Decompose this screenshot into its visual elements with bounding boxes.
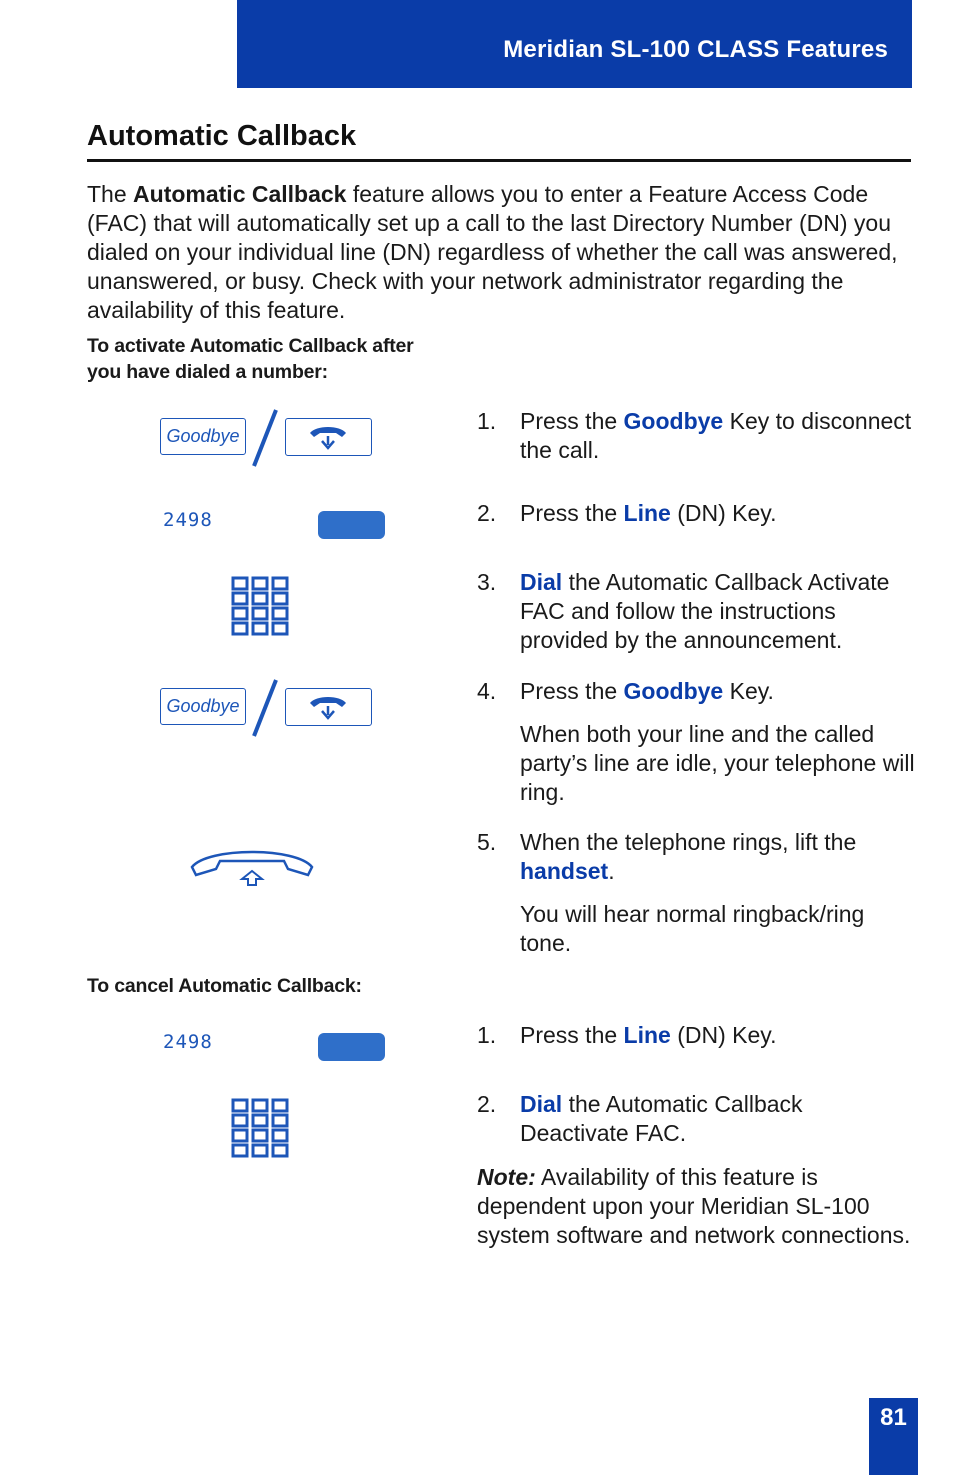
- title-divider: [87, 159, 911, 162]
- step-text: Press the: [520, 408, 624, 434]
- slash-icon-2: [250, 678, 280, 738]
- cancel-step-1: [477, 1021, 917, 1050]
- goodbye-key-label: Goodbye: [166, 426, 240, 446]
- goodbye-key-icon-2: [160, 688, 246, 725]
- step-text: Press the: [520, 678, 624, 704]
- activate-heading-line2: you have dialed a number:: [87, 361, 328, 383]
- line-number-label-2: 2498: [163, 1031, 213, 1053]
- step-key-name: Line: [623, 1022, 671, 1048]
- note-text: Availability of this feature is dependent upon your Meridian SL-100 system software and network connections.: [477, 1164, 911, 1248]
- activate-step-5: [477, 828, 917, 958]
- step-key-name: Dial: [520, 569, 563, 595]
- step-number: 1.: [477, 408, 497, 434]
- activate-step-4: [477, 677, 917, 807]
- step-subtext: When both your line and the called party’s line are idle, your telephone will ring.: [520, 721, 915, 805]
- step-text: Key.: [723, 678, 774, 704]
- step-key-name: Goodbye: [623, 678, 724, 704]
- step-text: (DN) Key.: [670, 1022, 777, 1048]
- activate-step-1: [477, 407, 917, 465]
- page-title: Automatic Callback: [87, 120, 357, 152]
- step-text: .: [608, 858, 615, 884]
- step-text: Key to disconnect the call.: [520, 408, 912, 463]
- step-subtext: You will hear normal ringback/ring tone.: [520, 901, 865, 956]
- release-key-icon: [285, 418, 372, 456]
- cancel-step-2: [477, 1090, 917, 1148]
- step-number: 2.: [477, 500, 497, 526]
- cancel-heading: To cancel Automatic Callback:: [87, 975, 362, 997]
- intro-feature-name: Automatic Callback: [133, 181, 347, 207]
- handset-down-icon: [286, 419, 370, 454]
- activate-heading: [87, 333, 414, 385]
- intro-text: feature allows you to enter a Feature Access Code (FAC) that will automatically set up a call to the last Directory Number (DN) you dialed on your individual line (DN) regardless of whether the call was answered, unanswered, or busy. Check with your network administrator regarding the availability of this feature.: [87, 181, 898, 323]
- handset-lift-icon: [188, 845, 316, 887]
- step-number: 2.: [477, 1091, 497, 1117]
- step-text: (DN) Key.: [670, 500, 777, 526]
- page-number: 81: [880, 1404, 907, 1431]
- note-label: Note:: [477, 1164, 536, 1190]
- goodbye-key-label-2: Goodbye: [166, 696, 240, 716]
- activate-step-3: [477, 568, 917, 655]
- step-key-name: Goodbye: [623, 408, 724, 434]
- intro-prefix: The: [87, 181, 134, 207]
- keypad-icon-2: [231, 1098, 291, 1160]
- step-number: 5.: [477, 829, 497, 855]
- header-band: [237, 0, 912, 88]
- step-text: Press the: [520, 1022, 624, 1048]
- goodbye-key-icon: [160, 418, 246, 455]
- release-key-icon-2: [285, 688, 372, 726]
- line-number-label: 2498: [163, 509, 213, 531]
- keypad-icon: [231, 576, 291, 638]
- step-text: Press the: [520, 500, 624, 526]
- line-key-icon-2: [318, 1033, 385, 1061]
- activate-heading-line1: To activate Automatic Callback after: [87, 335, 414, 357]
- step-key-name: handset: [520, 858, 609, 884]
- step-number: 4.: [477, 678, 497, 704]
- page-number-tab: [869, 1398, 918, 1475]
- slash-icon: [250, 408, 280, 468]
- line-key-icon: [318, 511, 385, 539]
- step-number: 3.: [477, 569, 497, 595]
- activate-step-2: [477, 499, 917, 528]
- step-text: the Automatic Callback Deactivate FAC.: [520, 1091, 803, 1146]
- step-text: the Automatic Callback Activate FAC and follow the instructions provided by the announcement.: [520, 569, 890, 653]
- handset-down-icon-2: [286, 689, 370, 724]
- step-text: When the telephone rings, lift the: [520, 829, 857, 855]
- step-key-name: Dial: [520, 1091, 563, 1117]
- intro-paragraph: [87, 180, 912, 325]
- step-key-name: Line: [623, 500, 671, 526]
- note: [477, 1163, 917, 1250]
- step-number: 1.: [477, 1022, 497, 1048]
- header-title: Meridian SL-100 CLASS Features: [503, 36, 888, 63]
